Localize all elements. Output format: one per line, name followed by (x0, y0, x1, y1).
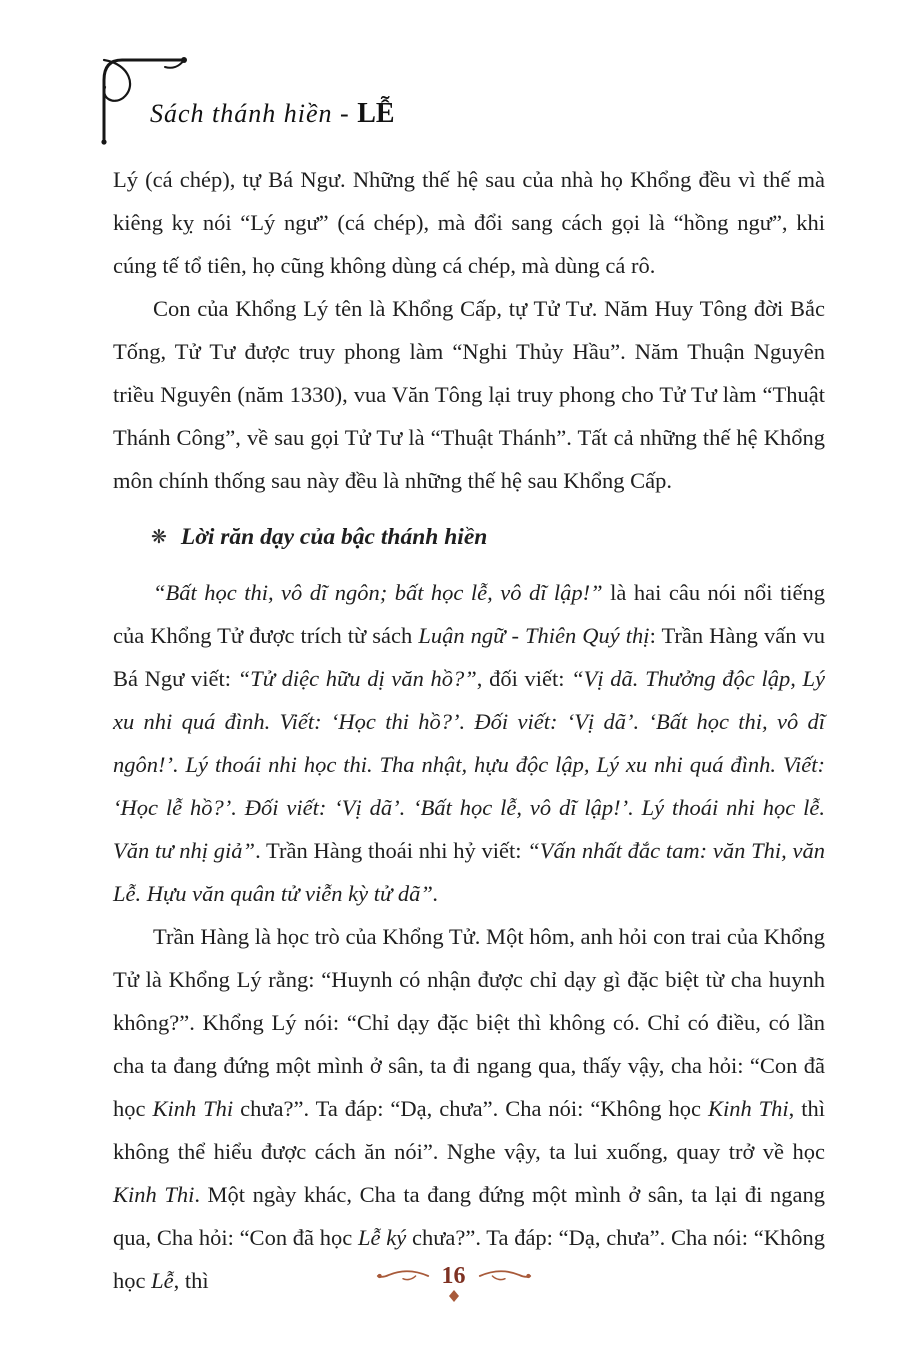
italic-text-run: Lễ (151, 1268, 174, 1293)
footer-flourish-right-icon (478, 1267, 532, 1285)
page-number: 16 (441, 1263, 466, 1289)
italic-text-run: Lễ ký (358, 1225, 407, 1250)
series-title: Sách thánh hiền (150, 99, 333, 128)
text-run: Con của Khổng Lý tên là Khổng Cấp, tự Tử Tư. Năm Huy Tông đời Bắc Tống, Tử Tư được truy phong làm “Nghi Thủy Hầu”. Năm Thuận Nguyên triều Nguyên (năm 1330), vua Văn Tông lại truy phong cho Tử Tư làm “Thuật Thánh Công”, về sau gọi Tử Tư là “Thuật Thánh”. Tất cả những thế hệ Khổng môn chính thống sau này đều là những thế hệ sau Khổng Cấp. (113, 296, 825, 493)
text-run: chưa?”. Ta đáp: “Dạ, chưa”. Cha nói: “Không học (113, 1225, 825, 1293)
italic-text-run: Kinh Thi (113, 1182, 195, 1207)
italic-text-run: “Tử diệc hữu dị văn hồ?” (237, 666, 477, 691)
body-text (113, 158, 825, 1302)
footer-flourish-left-icon (376, 1267, 430, 1285)
italic-text-run: “Vị dã. Thưởng độc lập, Lý xu nhi quá đình. Viết: ‘Học thi hồ?’. Đối viết: ‘Vị dã’. ‘Bất học thi, vô dĩ ngôn!’. Lý thoái nhi học thi. Tha nhật, hựu độc lập, Lý xu nhi quá đình. Viết: ‘Học lễ hồ?’. Đối viết: ‘Vị dã’. ‘Bất học lễ, vô dĩ lập!’. Lý thoái nhi học lễ. Văn tư nhị giả” (113, 666, 825, 863)
page-footer (0, 1264, 907, 1302)
running-title (150, 98, 395, 130)
paragraph (113, 571, 825, 915)
text-run: . Một ngày khác, Cha ta đang đứng một mình ở sân, ta lại đi ngang qua, Cha hỏi: “Con đã học (113, 1182, 825, 1250)
footer-finial-icon (446, 1290, 462, 1302)
section-heading-text: Lời răn dạy của bậc thánh hiền (180, 524, 488, 550)
text-run: , thì (173, 1268, 209, 1293)
folio (376, 1264, 532, 1288)
text-run: Lý (cá chép), tự Bá Ngư. Những thế hệ sau của nhà họ Khổng đều vì thế mà kiêng kỵ nói “Lý ngư” (cá chép), mà đổi sang cách gọi là “hồng ngư”, khi cúng tế tổ tiên, họ cũng không dùng cá chép, mà dùng cá rô. (113, 167, 825, 278)
text-run: Trần Hàng là học trò của Khổng Tử. Một hôm, anh hỏi con trai của Khổng Tử là Khổng Lý rằng: “Huynh có nhận được chỉ dạy gì đặc biệt từ cha huynh không?”. Khổng Lý nói: “Chỉ dạy đặc biệt thì không có. Chỉ có điều, có lần cha ta đang đứng một mình ở sân, ta đi ngang qua, thấy vậy, cha hỏi: “Con đã học (113, 924, 825, 1121)
paragraph (113, 915, 825, 1302)
section-heading (151, 516, 825, 559)
text-run: là hai câu nói nổi tiếng của Khổng Tử được trích từ sách (113, 580, 825, 648)
paragraph (113, 287, 825, 502)
italic-text-run: “Bất học thi, vô dĩ ngôn; bất học lễ, vô dĩ lập!” (153, 580, 603, 605)
title-separator: - (332, 99, 358, 128)
text-run: . Trần Hàng thoái nhi hỷ viết: (255, 838, 528, 863)
italic-text-run: “Vấn nhất đắc tam: văn Thi, văn Lễ. Hựu văn quân tử viễn kỳ tử dã”. (113, 838, 825, 906)
volume-title: LỄ (357, 98, 395, 129)
paragraph (113, 158, 825, 287)
text-run: : Trần Hàng vấn vu Bá Ngư viết: (113, 623, 825, 691)
content-blocks (113, 158, 825, 1302)
italic-text-run: Kinh Thi (707, 1096, 789, 1121)
italic-text-run: Luận ngữ - Thiên Quý thị (418, 623, 650, 648)
flower-icon: ❋ (151, 526, 167, 548)
italic-text-run: Kinh Thi (152, 1096, 234, 1121)
text-run: , đối viết: (476, 666, 572, 691)
text-run: , thì không thể hiểu được cách ăn nói”. Nghe vậy, ta lui xuống, quay trở về học (113, 1096, 825, 1164)
text-run: chưa?”. Ta đáp: “Dạ, chưa”. Cha nói: “Không học (233, 1096, 708, 1121)
